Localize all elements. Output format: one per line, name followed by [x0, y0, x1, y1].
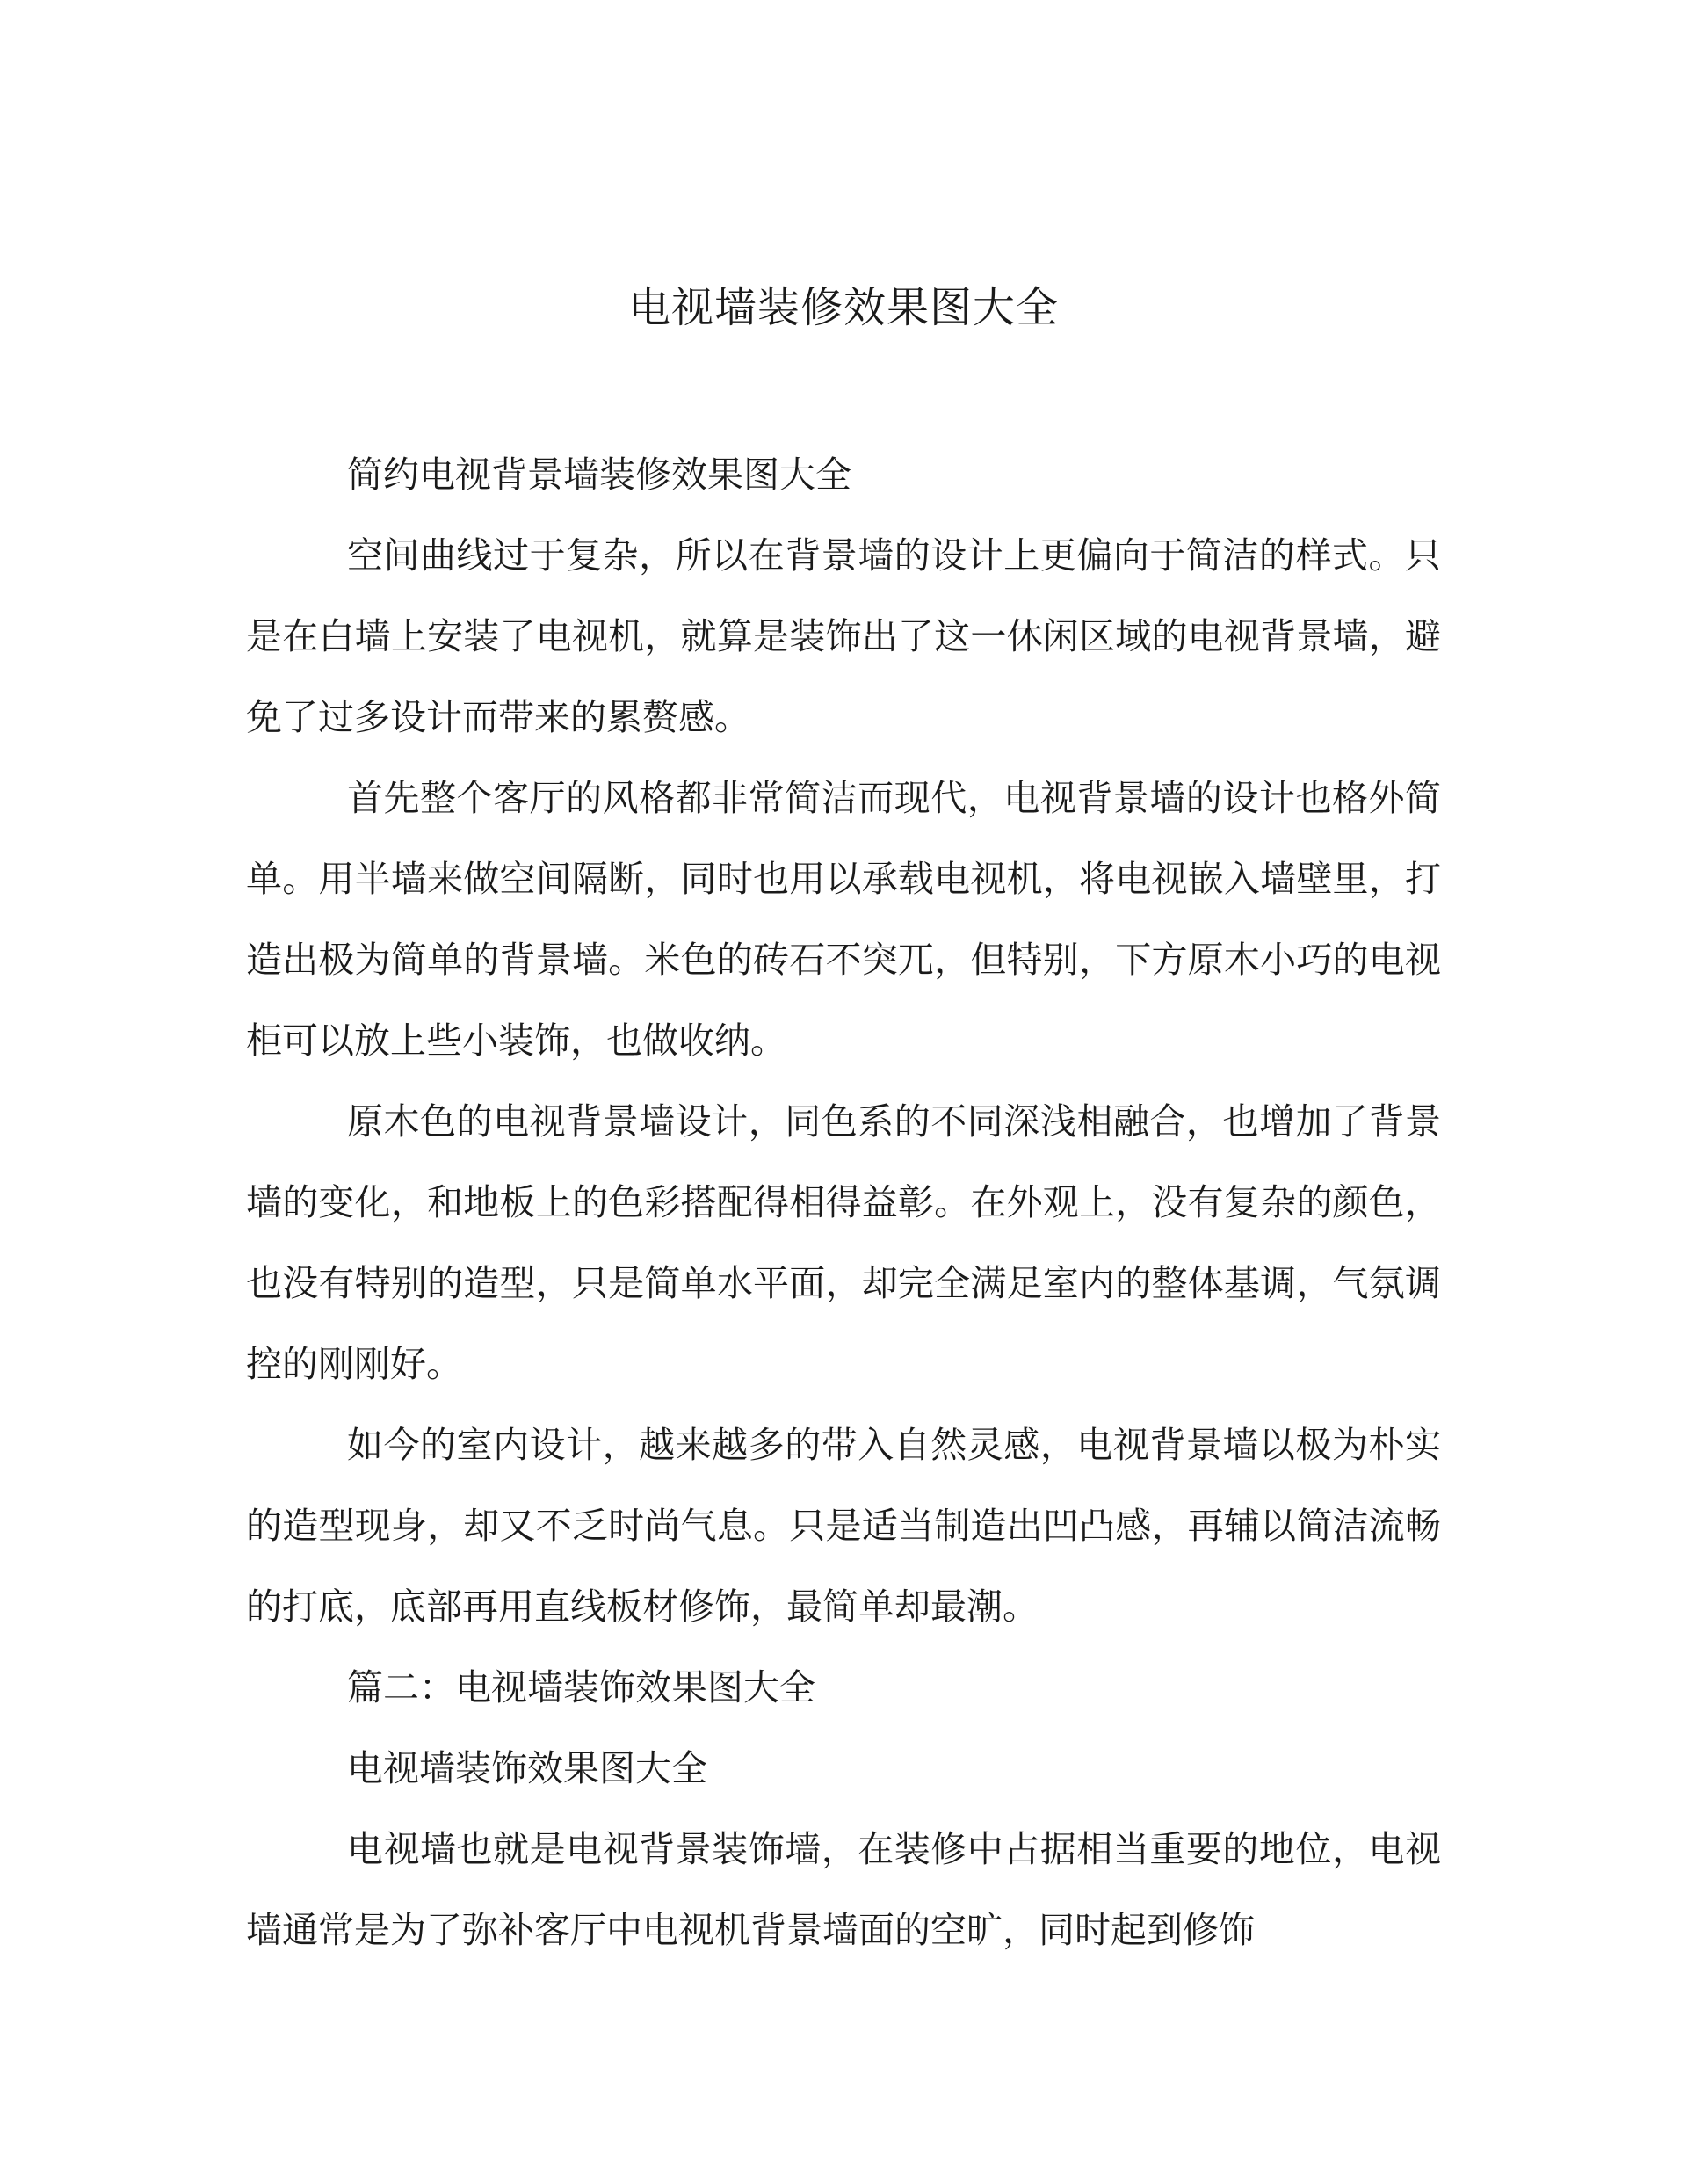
paragraph-subtitle-simple: 简约电视背景墙装修效果图大全 [347, 453, 851, 496]
document-body [246, 434, 1441, 1970]
document-title: 电视墙装修效果图大全 [627, 283, 1059, 332]
paragraph: 如今的室内设计，越来越多的带入自然灵感，电视背景墙以极为朴实的造型现身，却又不乏时尚气息。只是适当制造出凹凸感，再辅以简洁流畅的打底，底部再用直线板材修饰，最简单却最潮。 [246, 1424, 1441, 1628]
section-heading-part-two: 篇二：电视墙装饰效果图大全 [347, 1666, 815, 1709]
paragraph: 空间曲线过于复杂，所以在背景墙的设计上更偏向于简洁的样式。只是在白墙上安装了电视机，就算是装饰出了这一休闲区域的电视背景墙，避免了过多设计而带来的累赘感。 [246, 534, 1441, 738]
paragraph-subtitle-decoration: 电视墙装饰效果图大全 [347, 1747, 707, 1789]
paragraph: 原木色的电视背景墙设计，同色系的不同深浅相融合，也增加了背景墙的变化，和地板上的色彩搭配得相得益彰。在外观上，没有复杂的颜色，也没有特别的造型，只是简单水平面，却完全满足室内的整体基调，气氛调控的刚刚好。 [246, 1100, 1441, 1385]
paragraph: 电视墙也就是电视背景装饰墙，在装修中占据相当重要的地位，电视墙通常是为了弥补客厅中电视机背景墙面的空旷，同时起到修饰 [246, 1828, 1441, 1951]
paragraph: 首先整个客厅的风格都非常简洁而现代，电视背景墙的设计也格外简单。用半墙来做空间隔断，同时也用以承载电视机，将电视嵌入墙壁里，打造出极为简单的背景墙。米色的砖石不突兀，但特别，下方原木小巧的电视柜可以放上些小装饰，也做收纳。 [246, 777, 1441, 1062]
